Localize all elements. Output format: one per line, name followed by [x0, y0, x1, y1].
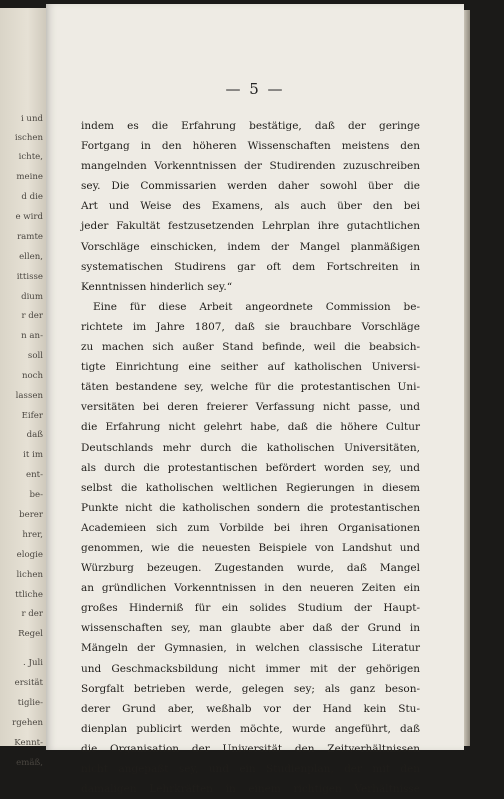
previous-page-fragment: Kennt-	[14, 738, 43, 748]
text-line: tigte Einrichtung eine seither auf katholischen Universi-	[81, 361, 420, 374]
previous-page-fragment: lassen	[15, 391, 43, 401]
previous-page-fragment: e wird	[15, 212, 43, 222]
previous-page-fragment: ttliche	[15, 590, 43, 600]
text-line: systematischen Studirens gar oft dem Fortschreiten in	[81, 260, 420, 273]
text-line: dienplan publicirt werden möchte, wurde angeführt, daß	[81, 722, 420, 735]
text-line: die Erfahrung nicht gelehrt habe, daß die höhere Cultur	[81, 421, 420, 434]
previous-page-fragment: ischen	[14, 133, 43, 143]
text-line: wissenschaften sey, man glaubte aber daß der Grund in	[81, 622, 420, 635]
text-line: selbst die katholischen weltlichen Regierungen in diesem	[81, 481, 420, 494]
text-line: großes Hinderniß für ein solides Studium der Haupt-	[81, 602, 420, 615]
previous-page-fragment: i und	[20, 114, 43, 124]
text-line: als durch die protestantischen befördert worden sey, und	[81, 461, 420, 474]
previous-page-fragment: ramte	[17, 232, 43, 242]
previous-page-fragment: meine	[16, 172, 43, 182]
previous-page-fragment: soll	[27, 351, 43, 361]
text-line: nicht angepaßt sey, und ein Studienplan, der mit den	[81, 763, 420, 775]
text-line: Eine für diese Arbeit angeordnete Commission be-	[93, 300, 420, 313]
previous-page-fragment: ersität	[14, 678, 43, 688]
text-line: mangelnden Vorkenntnissen der Studirenden zuzuschreiben	[81, 160, 420, 173]
previous-page-fragment: ent-	[26, 470, 43, 480]
text-line: Academieen sich zum Vorbilde bei ihren Organisationen	[81, 521, 420, 534]
page-stack-edge	[464, 10, 470, 746]
previous-page-fragment: ellen,	[19, 252, 43, 262]
previous-page-fragment: lichen	[16, 570, 43, 580]
text-line: Punkte nicht die katholischen sondern die protestantischen	[81, 501, 420, 514]
page-number: — 5 —	[225, 80, 285, 98]
previous-page-fragment: noch	[21, 371, 43, 381]
text-line: jeder Fakultät festzusetzenden Lehrplan ihre gutachtlichen	[81, 220, 420, 233]
text-line: richtete im Jahre 1807, daß sie brauchbare Vorschläge	[81, 320, 420, 333]
previous-page-fragment: Regel	[18, 629, 43, 639]
text-line: sey. Die Commissarien werden daher sowohl über die	[81, 180, 420, 193]
previous-page-fragment: Eifer	[21, 411, 43, 421]
previous-page-fragment: berer	[19, 510, 43, 520]
previous-page-fragment: rgehen	[12, 718, 43, 728]
text-line: Sorgfalt betrieben werde, gelegen sey; als ganz beson-	[81, 682, 420, 695]
previous-page-fragment: elogie	[16, 550, 43, 560]
previous-page-fragment: dium	[21, 292, 43, 302]
previous-page-fragment: r der	[21, 609, 43, 619]
body-text	[81, 116, 420, 799]
text-line: Vorschläge einschicken, indem der Mangel planmäßigen	[81, 240, 420, 253]
text-line: genommen, wie die neuesten Beispiele von Landshut und	[81, 541, 420, 554]
previous-page-fragment: tiglie-	[17, 698, 43, 708]
text-line: derer Grund aber, weßhalb vor der Hand kein Stu-	[81, 702, 420, 715]
text-line: Mängeln der Gymnasien, in welchen classische Literatur	[81, 642, 420, 655]
previous-page-fragment: . Juli	[23, 658, 43, 668]
text-line: Deutschlands mehr durch die katholischen Universitäten,	[81, 441, 420, 454]
previous-page-fragment: be-	[29, 490, 43, 500]
previous-page-fragment: n an-	[21, 331, 43, 341]
text-line: zu machen sich außer Stand befinde, weil die beabsich-	[81, 341, 420, 354]
previous-page-fragment: daß	[26, 430, 43, 440]
text-line: Art und Weise des Examens, als auch über den bei	[81, 200, 420, 213]
text-line: Würzburg bezeugen. Zugestanden wurde, daß Mangel	[81, 562, 420, 575]
previous-page-fragment: hrer,	[22, 530, 43, 540]
previous-page-fragment: it im	[23, 450, 43, 460]
text-line: indem es die Erfahrung bestätige, daß der geringe	[81, 120, 420, 132]
text-line: täten bestandene sey, welche für die protestantischen Uni-	[81, 381, 420, 394]
previous-page-fragment: ichte,	[18, 152, 43, 162]
text-line: damaligen Lehrkräften in einem richtigen Verhältnisse	[81, 783, 420, 796]
text-line: die Organisation der Universität den Zeitverhältnissen	[81, 742, 420, 755]
text-line: an gründlichen Vorkenntnissen in den neueren Zeiten ein	[81, 582, 420, 595]
text-line: und Geschmacksbildung nicht immer mit der gehörigen	[81, 662, 420, 675]
text-line: versitäten bei deren freierer Verfassung nicht passe, und	[81, 401, 420, 414]
previous-page-fragment: d die	[21, 192, 43, 202]
book-page	[46, 4, 464, 796]
text-line: Fortgang in den höheren Wissenschaften meistens den	[81, 140, 420, 153]
text-line: Kenntnissen hinderlich sey.“	[81, 280, 233, 293]
previous-page-edge	[0, 8, 47, 768]
previous-page-fragment: r der	[21, 311, 43, 321]
previous-page-fragment: ittisse	[16, 272, 43, 282]
previous-page-fragment: emäß,	[16, 758, 43, 768]
